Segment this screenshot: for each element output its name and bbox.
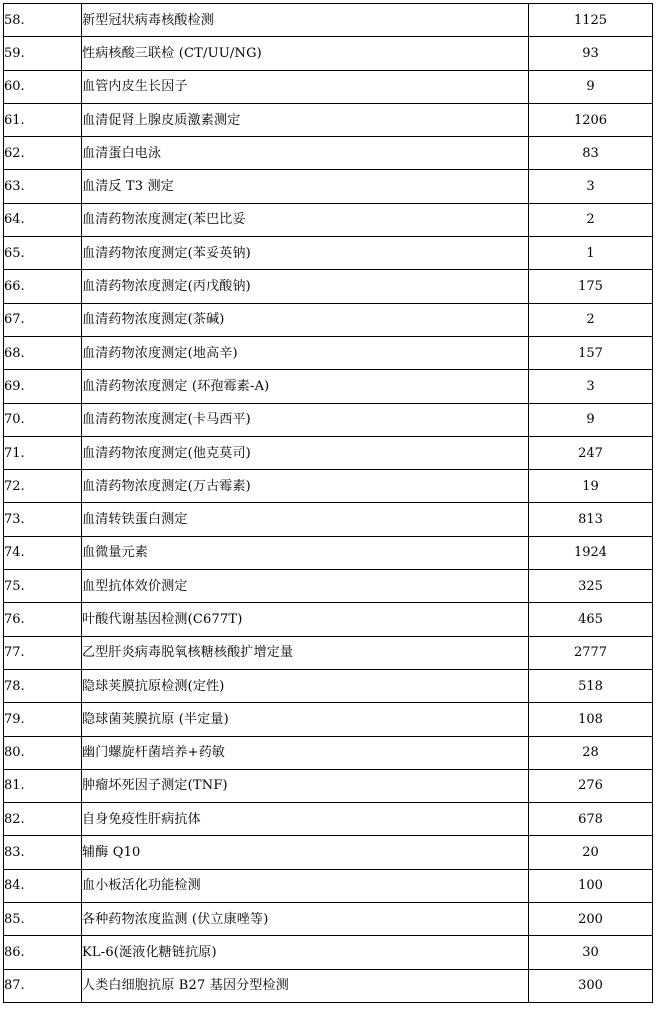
table-row — [4, 769, 653, 802]
test-count-cell: 518 — [529, 669, 653, 702]
test-count-cell: 3 — [529, 170, 653, 203]
table-row — [4, 70, 653, 103]
test-count-cell: 9 — [529, 70, 653, 103]
test-count-cell: 157 — [529, 336, 653, 369]
test-count-cell: 93 — [529, 37, 653, 70]
table-row — [4, 336, 653, 369]
row-number-cell: 80. — [4, 736, 82, 769]
table-row — [4, 436, 653, 469]
test-name-cell: 血清药物浓度测定(万古霉素) — [82, 470, 529, 503]
row-number-cell: 84. — [4, 869, 82, 902]
test-name-cell: 隐球荚膜抗原检测(定性) — [82, 669, 529, 702]
test-name-cell: 幽门螺旋杆菌培养+药敏 — [82, 736, 529, 769]
test-count-cell: 678 — [529, 803, 653, 836]
test-name-cell: 血清药物浓度测定(苯妥英钠) — [82, 237, 529, 270]
table-row — [4, 636, 653, 669]
row-number-cell: 67. — [4, 303, 82, 336]
test-count-cell: 300 — [529, 969, 653, 1002]
table-row — [4, 936, 653, 969]
test-name-cell: 血型抗体效价测定 — [82, 570, 529, 603]
row-number-cell: 83. — [4, 836, 82, 869]
row-number-cell: 71. — [4, 436, 82, 469]
test-count-cell: 2 — [529, 203, 653, 236]
table-row — [4, 903, 653, 936]
test-name-cell: 血清药物浓度测定 (环孢霉素-A) — [82, 370, 529, 403]
test-name-cell: 乙型肝炎病毒脱氧核糖核酸扩增定量 — [82, 636, 529, 669]
test-name-cell: 血清药物浓度测定(丙戊酸钠) — [82, 270, 529, 303]
test-name-cell: 辅酶 Q10 — [82, 836, 529, 869]
row-number-cell: 75. — [4, 570, 82, 603]
row-number-cell: 82. — [4, 803, 82, 836]
test-name-cell: 新型冠状病毒核酸检测 — [82, 4, 529, 37]
test-name-cell: 自身免疫性肝病抗体 — [82, 803, 529, 836]
test-name-cell: 血小板活化功能检测 — [82, 869, 529, 902]
test-name-cell: 血微量元素 — [82, 536, 529, 569]
table-row — [4, 137, 653, 170]
test-count-cell: 1206 — [529, 103, 653, 136]
table-row — [4, 869, 653, 902]
row-number-cell: 66. — [4, 270, 82, 303]
row-number-cell: 72. — [4, 470, 82, 503]
test-count-cell: 100 — [529, 869, 653, 902]
row-number-cell: 76. — [4, 603, 82, 636]
row-number-cell: 78. — [4, 669, 82, 702]
test-count-cell: 276 — [529, 769, 653, 802]
row-number-cell: 79. — [4, 703, 82, 736]
test-count-cell: 30 — [529, 936, 653, 969]
test-count-cell: 247 — [529, 436, 653, 469]
table-row — [4, 303, 653, 336]
row-number-cell: 62. — [4, 137, 82, 170]
test-count-cell: 2777 — [529, 636, 653, 669]
test-name-cell: 血清药物浓度测定(卡马西平) — [82, 403, 529, 436]
test-name-cell: 血清蛋白电泳 — [82, 137, 529, 170]
row-number-cell: 85. — [4, 903, 82, 936]
test-name-cell: KL-6(涎液化糖链抗原) — [82, 936, 529, 969]
test-name-cell: 血清药物浓度测定(苯巴比妥 — [82, 203, 529, 236]
test-name-cell: 血清药物浓度测定(茶碱) — [82, 303, 529, 336]
row-number-cell: 87. — [4, 969, 82, 1002]
table-row — [4, 403, 653, 436]
test-count-cell: 175 — [529, 270, 653, 303]
row-number-cell: 73. — [4, 503, 82, 536]
table-row — [4, 703, 653, 736]
row-number-cell: 60. — [4, 70, 82, 103]
test-name-cell: 血清转铁蛋白测定 — [82, 503, 529, 536]
row-number-cell: 77. — [4, 636, 82, 669]
row-number-cell: 74. — [4, 536, 82, 569]
table-row — [4, 736, 653, 769]
table-row — [4, 270, 653, 303]
test-count-cell: 28 — [529, 736, 653, 769]
test-name-cell: 血管内皮生长因子 — [82, 70, 529, 103]
test-name-cell: 人类白细胞抗原 B27 基因分型检测 — [82, 969, 529, 1002]
test-count-cell: 3 — [529, 370, 653, 403]
test-count-cell: 813 — [529, 503, 653, 536]
test-name-cell: 性病核酸三联检 (CT/UU/NG) — [82, 37, 529, 70]
table-row — [4, 470, 653, 503]
test-count-cell: 2 — [529, 303, 653, 336]
test-name-cell: 各种药物浓度监测 (伏立康唑等) — [82, 903, 529, 936]
table-row — [4, 503, 653, 536]
table-row — [4, 4, 653, 37]
table-row — [4, 170, 653, 203]
row-number-cell: 81. — [4, 769, 82, 802]
test-name-cell: 血清药物浓度测定(他克莫司) — [82, 436, 529, 469]
table-row — [4, 836, 653, 869]
test-name-cell: 血清反 T3 测定 — [82, 170, 529, 203]
row-number-cell: 64. — [4, 203, 82, 236]
table-row — [4, 37, 653, 70]
test-count-cell: 20 — [529, 836, 653, 869]
test-count-cell: 200 — [529, 903, 653, 936]
test-count-cell: 19 — [529, 470, 653, 503]
table-row — [4, 203, 653, 236]
row-number-cell: 65. — [4, 237, 82, 270]
row-number-cell: 59. — [4, 37, 82, 70]
test-name-cell: 肿瘤坏死因子测定(TNF) — [82, 769, 529, 802]
table-body — [4, 4, 653, 1003]
table-row — [4, 803, 653, 836]
row-number-cell: 58. — [4, 4, 82, 37]
row-number-cell: 68. — [4, 336, 82, 369]
row-number-cell: 86. — [4, 936, 82, 969]
table-row — [4, 536, 653, 569]
table-row — [4, 969, 653, 1002]
row-number-cell: 70. — [4, 403, 82, 436]
test-count-cell: 83 — [529, 137, 653, 170]
table-row — [4, 237, 653, 270]
table-row — [4, 370, 653, 403]
row-number-cell: 63. — [4, 170, 82, 203]
test-name-cell: 隐球菌荚膜抗原 (半定量) — [82, 703, 529, 736]
test-count-cell: 1 — [529, 237, 653, 270]
test-count-cell: 325 — [529, 570, 653, 603]
row-number-cell: 69. — [4, 370, 82, 403]
test-count-cell: 9 — [529, 403, 653, 436]
row-number-cell: 61. — [4, 103, 82, 136]
table-row — [4, 103, 653, 136]
test-name-cell: 血清促肾上腺皮质激素测定 — [82, 103, 529, 136]
test-count-cell: 465 — [529, 603, 653, 636]
test-count-cell: 1924 — [529, 536, 653, 569]
table-row — [4, 603, 653, 636]
test-name-cell: 血清药物浓度测定(地高辛) — [82, 336, 529, 369]
table-row — [4, 669, 653, 702]
test-name-cell: 叶酸代谢基因检测(C677T) — [82, 603, 529, 636]
table-row — [4, 570, 653, 603]
test-items-table — [3, 3, 653, 1003]
test-count-cell: 108 — [529, 703, 653, 736]
test-count-cell: 1125 — [529, 4, 653, 37]
